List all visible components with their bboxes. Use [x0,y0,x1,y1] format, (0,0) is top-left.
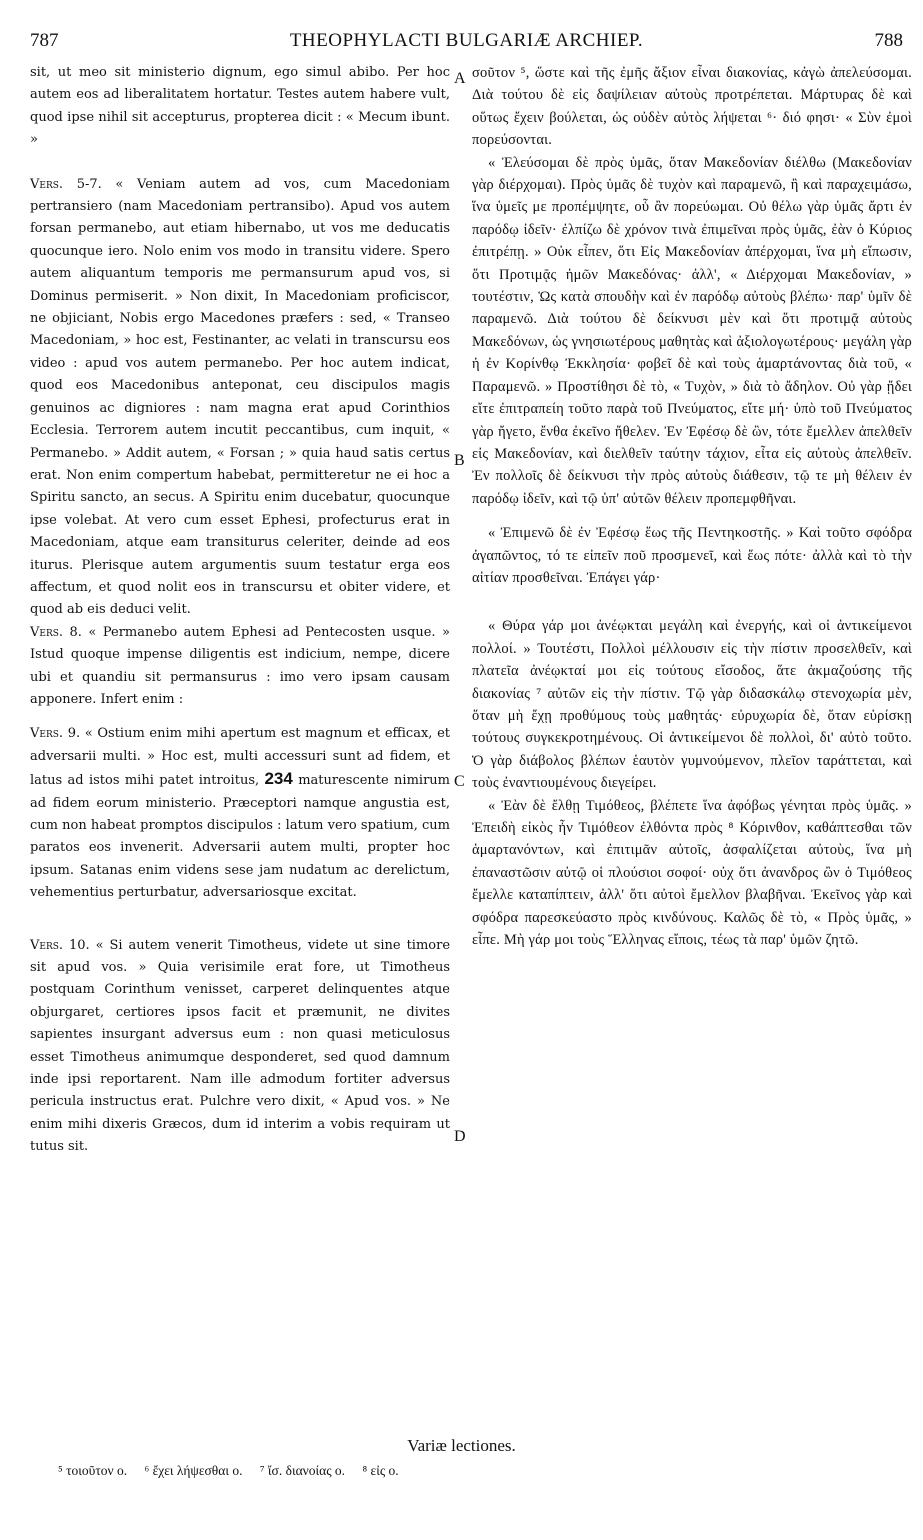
latin-paragraph-vers-9 [30,723,450,904]
greek-column [472,62,912,951]
latin-column [30,62,450,1159]
marker-a: A [454,70,466,87]
greek-paragraph: « Ἐὰν δὲ ἔλθῃ Τιμόθεος, βλέπετε ἵνα ἀφόβως γένηται πρὸς ὑμᾶς. » Ἐπειδὴ εἰκὸς ἦν Τιμόθεον ἐλθόντα πρὸς ⁸ Κόρινθον, καθάπτεσθαι τῶν ἁμαρτανόντων, καὶ ἐπιτιμᾶν αὐτοῖς, ἀσφαλίζεται αὐτοὺς, ἵνα μὴ ἐπαναστῶσιν αὐτῷ οἱ πλούσιοι σοφοί· οὐχ ὅτι ἀνανδρος ὢν ὁ Τιμόθεος ἔμελλε καταπίπτειν, ἀλλ' ὅτι αὐτοὶ ἔμελλον βλαβῆναι. Ἐκεῖνος γὰρ καὶ σφόδρα παρεσκεύαστο πρὸς κινδύνους. Καλῶς δὲ τὸ, « Πρὸς ὑμᾶς, » εἶπε. Μὴ γάρ μοι τοὺς Ἕλληνας εἴποις, τέως τὰ παρ' ὑμῶν ζητῶ. [472,797,912,949]
verse-text: maturescente nimirum ad fidem eorum ministerio. Præceptori namque angustia est, cum non habeat promptos discipulos : latum vero spatium, cum paratos eos invenerit. Adversarii autem multi, propter hoc ipsum. Satanas enim videns sese jam nudatum ac derelictum, vehementius perturbatur, adversariosque excitat. [30,773,450,901]
verse-text: « Permanebo autem Ephesi ad Pentecosten usque. » Istud quoque impense diligentis est indicium, nempe, dicere ubi et quandiu sit permansurus : imo vero ipsam causam apponere. Infert enim : [30,624,450,707]
greek-paragraph: « Ἐλεύσομαι δὲ πρὸς ὑμᾶς, ὅταν Μακεδονίαν διέλθω (Μακεδονίαν γὰρ διέρχομαι). Πρὸς ὑμᾶς δὲ τυχὸν καὶ παραμενῶ, ἢ καὶ παραχειμάσω, ἵνα ὑμεῖς με προπέμψητε, οὗ ἂν πορεύωμαι. Οὐ θέλω γὰρ ὑμᾶς ἄρτι ἐν παρόδῳ ἰδεῖν· ἐλπίζω δὲ χρόνον τινὰ ἐπιμεῖναι πρὸς ὑμᾶς, ἐὰν ὁ Κύριος ἐπιτρέπῃ. » Οὐκ εἶπεν, ὅτι Εἰς Μακεδονίαν ἀπέρχομαι, ἵνα μὴ εἴπωσιν, ὅτι Προτιμᾷς ἡμῶν Μακεδόνας· ἀλλ', « Διέρχομαι Μακεδονίαν, » τουτέστιν, Ὡς κατὰ σπουδὴν καὶ ἐν παρόδῳ αὐτοὺς βλέπω· παρ' ὑμῖν δὲ παραμενῶ. Διὰ τούτου δὲ δείκνυσι μὲν καὶ ὅτι προτιμᾷ αὐτοὺς Μακεδόνων, ὡς γνησιωτέρους μαθητὰς καὶ ἀξιολογωτέρους· μεγάλη γὰρ ἡ ἐν Κορίνθῳ Ἐκκλησία· φοβεῖ δὲ καὶ τοὺς ἁμαρτάνοντας διὰ τοῦ, « Παραμενῶ. » Προστίθησι δὲ τὸ, « Τυχὸν, » διὰ τὸ ἄδηλον. Οὐ γὰρ ᾔδει εἴτε ἐπιτραπείη τοῦτο παρὰ τοῦ Πνεύματος, εἴτε μή· ὑπὸ τοῦ Πνεύματος γὰρ ἤγετο, ἔνθα ἐκεῖνο ἤθελεν. Ἐν Ἐφέσῳ δὲ ὢν, τότε ἔμελλεν ἀπελθεῖν εἰς Μακεδονίαν, καὶ διελθεῖν ταύτην τάχιον, εἶτα εἰς αὐτοὺς ἀπελθεῖν. Ἐν πολλοῖς δὲ δείκνυσι τὴν πρὸς αὐτοὺς διάθεσιν, τῷ τε μὴ θέλειν ἐν παρόδῳ ἰδεῖν, καὶ τῷ ὑπ' αὐτῶν θέλειν προπεμφθῆναι. [472,154,912,507]
page-number-left: 787 [30,30,59,51]
marker-d: D [454,1128,466,1145]
latin-paragraph: sit, ut meo sit ministerio dignum, ego simul abibo. Per hoc autem eos ad liberalitatem hortatur. Testes autem habere vult, quod ipse nihil sit accepturus, propterea dicit : « Mecum ibunt. » [30,65,450,148]
variant-note: ⁵ τοιοῦτον ο. [58,1463,128,1478]
page-header [30,30,903,60]
latin-paragraph-vers-8 [30,622,450,712]
marker-c: C [454,773,465,790]
marker-b: B [454,452,465,469]
page-number-right: 788 [874,30,903,51]
variant-note: ⁷ ἴσ. διανοίας ο. [259,1463,346,1478]
variae-lectiones-title: Variæ lectiones. [407,1436,516,1455]
variae-lectiones [58,1463,413,1479]
running-title: THEOPHYLACTI BULGARIÆ ARCHIEP. [289,30,644,51]
latin-paragraph-vers-10 [30,935,450,1159]
verse-label: Vers. 5-7. [30,176,102,192]
verse-label: Vers. 9. [30,726,81,742]
verse-text: « Veniam autem ad vos, cum Macedoniam pertransiero (nam Macedoniam pertransibo). Apud vos autem forsan permanebo, aut etiam hibernabo, ut vos me deducatis quocunque iero. Nolo enim vos modo in transitu videre. Spero autem aliquantum temporis me permansurum apud vos, si Dominus permiserit. » Non dixit, In Macedoniam proficiscor, ne objiciant, Nobis ergo Macedones præfers : sed, « Transeo Macedoniam, » hoc est, Festinanter, ac velati in transcursu eos video : apud vos autem permanebo. Per hoc autem indicat, quod eos Macedonibus anteponat, ceu discipulos magis genuinos ac digniores : nam magna erat apud Corinthios Ecclesia. Terrorem autem incutit peccantibus, cum inquit, « Permanebo. » Addit autem, « Forsan ; » quia haud satis certus erat. Non enim compertum habebat, permitteretur ne ei hoc a Spiritu sancto, an secus. A Spiritu enim ducebatur, quocunque ipse volebat. At vero cum esset Ephesi, profecturus erat in Macedoniam, atque eam transiturus celeriter, deinde ad eos iturus. Plerisque autem argumentis suum testatur erga eos affectum, et quod nolit eos in transcursu et obiter videre, et quod ab eis deduci velit. [30,176,450,618]
greek-paragraph: « Θύρα γάρ μοι ἀνέῳκται μεγάλη καὶ ἐνεργής, καὶ οἱ ἀντικείμενοι πολλοί. » Τουτέστι, Πολλοὶ μέλλουσιν εἰς τὴν πίστιν προσελθεῖν, καὶ πλατεῖα ἀνέῳκταί μοι εἰς τούτους εἴσοδος, ἅτε ἀκμαζούσης τῆς διακονίας ⁷ αὐτῶν εἰς τὴν πίστιν. Τῷ γὰρ διδασκάλῳ στενοχωρία μὲν, ὅταν μὴ ἔχῃ προθύμους τοὺς μαθητάς· εὐρυχωρία δὲ, ὅταν εὑρίσκῃ τούτους συγκεκροτημένους. Οἱ ἀντικείμενοι δὲ πολλοὶ, δι' αὐτὸ τοῦτο. Ὁ γὰρ διάβολος βλέπων ἑαυτὸν γυμνούμενον, πλεῖον ταράττεται, καὶ τοὺς ἐναντιουμένους διεγείρει. [472,618,912,792]
verse-text: « Ostium enim mihi apertum est magnum et efficax, et adversarii multi. » Hoc est, multi accessuri sunt ad fidem, et latus ad istos mihi patet introitus, [30,726,450,789]
latin-paragraph-vers-5-7 [30,174,450,622]
variant-note: ⁶ ἔχει λήψεσθαι ο. [144,1463,243,1478]
greek-paragraph: « Ἐπιμενῶ δὲ ἐν Ἐφέσῳ ἕως τῆς Πεντηκοστῆς. » Καὶ τοῦτο σφόδρα ἀγαπῶντος, τό τε εἰπεῖν ποῦ προσμενεῖ, καὶ ἕως πότε· ἀλλὰ καὶ τὸ τὴν αἰτίαν προσθεῖναι. Ἐπάγει γάρ· [472,525,912,586]
variant-note: ⁸ εἰς ο. [362,1463,399,1478]
verse-label: Vers. 10. [30,937,90,953]
verse-label: Vers. 8. [30,624,82,640]
column-number: 234 [264,769,293,789]
verse-text: « Si autem venerit Timotheus, videte ut sine timore sit apud vos. » Quia verisimile erat fore, ut Timotheus postquam Corinthum venisset, carperet delinquentes atque objurgaret, certiores ipsos facit et præmunit, ne divites sapientes insurgant adversus eum : non quasi meticulosus esset Timotheus animumque desponderet, sed quod damnum inde ipsi reportarent. Nam ille admodum fortiter adversus pericula instructus erat. Pulchre vero dixit, « Apud vos. » Ne enim mihi dixeris Græcos, dum id interim a vobis requiram ut tutus sit. [30,937,451,1155]
greek-paragraph: σοῦτον ⁵, ὥστε καὶ τῆς ἐμῆς ἄξιον εἶναι διακονίας, κἀγὼ ἀπελεύσομαι. Διὰ τούτου δὲ εἰς δαψίλειαν αὐτοὺς προτρέπεται. Μάρτυρας δὲ καὶ οὕτως ἔχειν βούλεται, ὡς οὐδὲν αὐτὸς λήψεται ⁶· διό φησι· « Σὺν ἐμοὶ πορεύσονται. [472,65,912,149]
